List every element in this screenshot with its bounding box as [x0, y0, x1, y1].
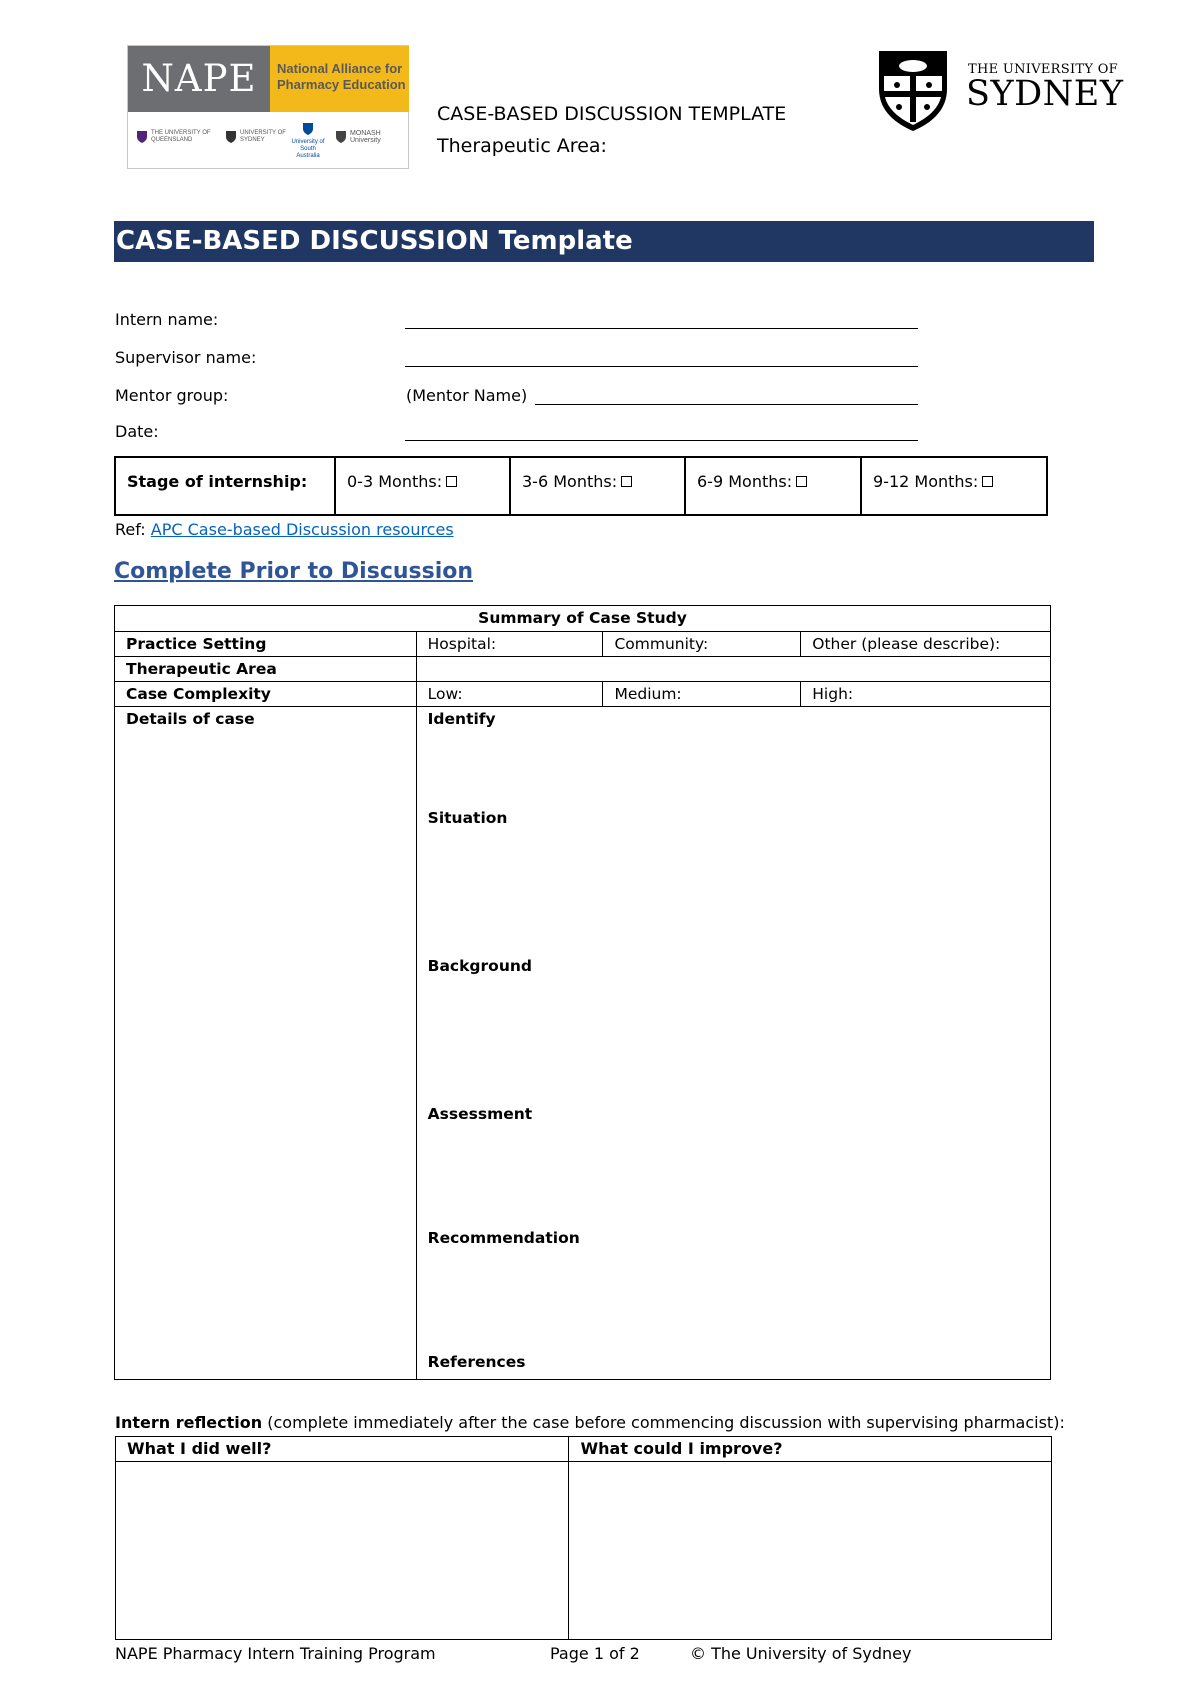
reflection-table	[115, 1436, 1052, 1640]
details-of-case-field[interactable]	[416, 707, 1050, 1380]
situation-heading: Situation	[427, 809, 508, 827]
checkbox-icon[interactable]	[796, 476, 807, 487]
sydney-logo-line1: THE UNIVERSITY OF	[968, 62, 1118, 77]
monash-logo: MONASH University	[335, 130, 395, 144]
footer-copyright: © The University of Sydney	[690, 1644, 912, 1663]
nape-mark: NAPE	[128, 46, 270, 112]
sydney-logo-line2: SYDNEY	[966, 74, 1124, 114]
case-summary-table	[114, 605, 1051, 1380]
usyd-small-logo: UNIVERSITY OF SYDNEY	[225, 130, 290, 144]
identify-heading: Identify	[427, 710, 496, 728]
therapeutic-area-header: Therapeutic Area:	[437, 135, 607, 157]
intern-name-field[interactable]	[405, 328, 918, 329]
reflection-instruction: Intern reflection (complete immediately after the case before commencing discussion with supervising pharmacist):	[115, 1413, 1065, 1432]
hospital-option[interactable]: Hospital:	[416, 632, 603, 657]
complexity-high[interactable]: High:	[801, 682, 1051, 707]
unisa-logo: University of South Australia	[288, 122, 328, 160]
stage-option-3-6[interactable]: 3-6 Months:	[511, 458, 686, 514]
therapeutic-area-field[interactable]	[416, 657, 1050, 682]
background-heading: Background	[427, 957, 532, 975]
did-well-header: What I did well?	[116, 1437, 569, 1462]
details-of-case-label: Details of case	[115, 707, 417, 1380]
mentor-group-field[interactable]	[535, 404, 918, 405]
reference-line: Ref: APC Case-based Discussion resources	[115, 520, 454, 539]
stage-of-internship-table	[114, 456, 1048, 516]
mentor-name-prefix: (Mentor Name)	[406, 386, 528, 405]
intern-name-label: Intern name:	[115, 310, 219, 329]
recommendation-heading: Recommendation	[427, 1229, 580, 1247]
footer-program: NAPE Pharmacy Intern Training Program	[115, 1644, 436, 1663]
references-heading: References	[427, 1353, 526, 1371]
could-improve-header: What could I improve?	[569, 1437, 1052, 1462]
nape-logo	[127, 45, 409, 169]
supervisor-name-field[interactable]	[405, 366, 918, 367]
supervisor-name-label: Supervisor name:	[115, 348, 257, 367]
stage-option-6-9[interactable]: 6-9 Months:	[686, 458, 862, 514]
section-heading: Complete Prior to Discussion	[114, 559, 474, 584]
other-option[interactable]: Other (please describe):	[801, 632, 1051, 657]
therapeutic-area-label: Therapeutic Area	[115, 657, 417, 682]
checkbox-icon[interactable]	[446, 476, 457, 487]
case-complexity-label: Case Complexity	[115, 682, 417, 707]
did-well-field[interactable]	[116, 1462, 569, 1640]
date-label: Date:	[115, 422, 159, 441]
footer-page-number: Page 1 of 2	[550, 1644, 640, 1663]
assessment-heading: Assessment	[427, 1105, 533, 1123]
apc-resources-link[interactable]: APC Case-based Discussion resources	[150, 520, 454, 539]
could-improve-field[interactable]	[569, 1462, 1052, 1640]
mentor-group-label: Mentor group:	[115, 386, 229, 405]
date-field[interactable]	[405, 440, 918, 441]
checkbox-icon[interactable]	[621, 476, 632, 487]
practice-setting-label: Practice Setting	[115, 632, 417, 657]
stage-option-0-3[interactable]: 0-3 Months:	[336, 458, 511, 514]
community-option[interactable]: Community:	[603, 632, 801, 657]
section-banner: CASE-BASED DISCUSSION Template	[114, 221, 1094, 262]
sydney-crest-icon	[875, 45, 951, 133]
checkbox-icon[interactable]	[982, 476, 993, 487]
document-title: CASE-BASED DISCUSSION TEMPLATE	[437, 103, 787, 125]
uq-logo: THE UNIVERSITY OF QUEENSLAND	[136, 130, 213, 144]
summary-title: Summary of Case Study	[115, 606, 1051, 632]
stage-label: Stage of internship:	[116, 458, 336, 514]
complexity-medium[interactable]: Medium:	[603, 682, 801, 707]
stage-option-9-12[interactable]: 9-12 Months:	[862, 458, 1046, 514]
nape-full-name: National Alliance for Pharmacy Education	[270, 46, 409, 112]
complexity-low[interactable]: Low:	[416, 682, 603, 707]
partner-university-logos	[128, 112, 409, 169]
